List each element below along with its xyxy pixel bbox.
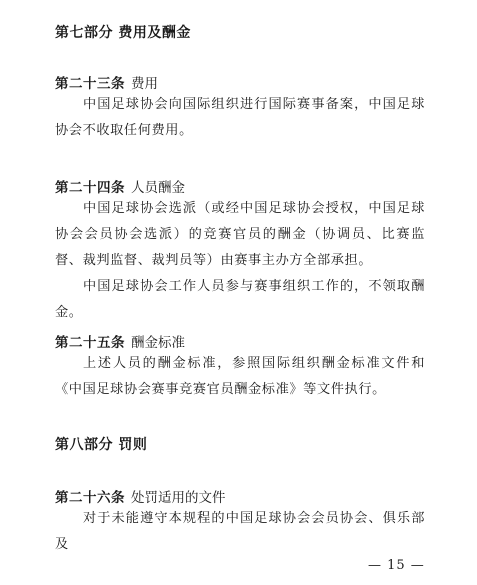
part-heading-8: 第八部分 罚则 xyxy=(55,437,148,453)
article-24-paragraph-2: 中国足球协会工作人员参与赛事组织工作的，不领取酬金。 xyxy=(55,279,425,320)
article-heading-25 xyxy=(55,331,185,351)
page-number: — 15 — xyxy=(368,558,425,573)
article-number: 第二十四条 xyxy=(55,180,125,196)
article-26-paragraph: 对于未能遵守本规程的中国足球协会会员协会、俱乐部及 xyxy=(55,511,425,552)
article-25-paragraph: 上述人员的酬金标准，参照国际组织酬金标准文件和《中国足球协会赛事竞赛官员酬金标准》等文件执行。 xyxy=(55,356,425,397)
article-23-paragraph: 中国足球协会向国际组织进行国际赛事备案，中国足球协会不收取任何费用。 xyxy=(55,97,425,138)
article-heading-23 xyxy=(55,72,158,92)
article-title: 人员酬金 xyxy=(131,180,185,196)
article-number: 第二十三条 xyxy=(55,76,125,92)
article-title: 处罚适用的文件 xyxy=(131,490,226,506)
article-24-paragraph-1: 中国足球协会选派（或经中国足球协会授权，中国足球协会会员协会选派）的竞赛官员的酬金（协调员、比赛监督、裁判监督、裁判员等）由赛事主办方全部承担。 xyxy=(55,201,425,268)
part-heading-7: 第七部分 费用及酬金 xyxy=(55,25,191,41)
article-number: 第二十六条 xyxy=(55,490,125,506)
article-title: 费用 xyxy=(131,76,158,92)
article-heading-24 xyxy=(55,176,185,196)
article-heading-26 xyxy=(55,486,226,506)
article-number: 第二十五条 xyxy=(55,335,125,351)
article-title: 酬金标准 xyxy=(131,335,185,351)
